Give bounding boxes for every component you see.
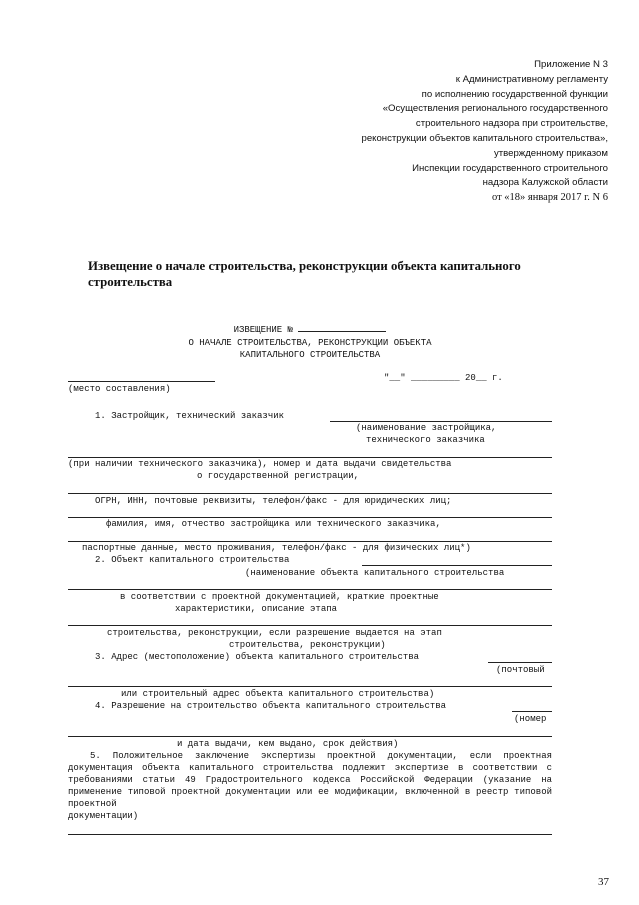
place-line: [68, 381, 215, 382]
item3-line: [68, 686, 552, 687]
item2-hint-d: строительства, реконструкции, если разрешение выдается на этап: [107, 628, 442, 638]
item1-hint-a: (наименование застройщика,: [356, 423, 497, 433]
item4-hint-a: (номер: [514, 714, 547, 724]
page-number: 37: [598, 876, 609, 888]
item5-paragraph: 5. Положительное заключение экспертизы проектной документации, если проектная документация объекта капитального строительства подлежит экспертизе в соответствии с требованиями статьи 49 Градостроительного кодекса Российской Федерации (указание на применение типовой проектной документации или ее модификации, включенной в реестр типовой проектной: [68, 751, 552, 809]
appendix-line: строительного надзора при строительстве,: [415, 118, 608, 130]
item2-hint-b: в соответствии с проектной документацией, краткие проектные: [120, 592, 439, 602]
item2-line: [68, 589, 552, 590]
item1-hint-e: ОГРН, ИНН, почтовые реквизиты, телефон/факс - для юридических лиц;: [95, 496, 452, 506]
item2-hint-e: строительства, реконструкции): [229, 640, 386, 650]
item1-hint-f: фамилия, имя, отчество застройщика или технического заказчика,: [106, 519, 441, 529]
appendix-line: утвержденному приказом: [493, 147, 608, 159]
item2-line: [362, 565, 552, 566]
item1-hint-c: (при наличии технического заказчика), номер и дата выдачи свидетельства: [68, 459, 452, 469]
item1-hint-b: технического заказчика: [366, 435, 485, 445]
item4-line: [68, 736, 552, 737]
item5-last-line: документации): [68, 811, 139, 821]
item4-line: [512, 711, 552, 712]
item1-label: 1. Застройщик, технический заказчик: [95, 411, 285, 421]
item3-line: [488, 662, 552, 663]
form-title-label: ИЗВЕЩЕНИЕ №: [233, 325, 293, 335]
item3-label: 3. Адрес (местоположение) объекта капитального строительства: [95, 652, 420, 662]
item1-hint-d: о государственной регистрации,: [197, 471, 360, 481]
item2-line: [68, 625, 552, 626]
appendix-line: реконструкции объектов капитального строительства»,: [361, 132, 608, 144]
appendix-line: к Административному регламенту: [455, 73, 608, 85]
notice-number-line: [298, 322, 386, 332]
appendix-line: по исполнению государственной функции: [421, 88, 608, 100]
item1-hint-g: паспортные данные, место проживания, телефон/факс - для физических лиц*): [82, 543, 471, 553]
item2-label: 2. Объект капитального строительства: [95, 555, 290, 565]
appendix-date: от «18» января 2017 г. N 6: [491, 192, 608, 204]
item2-hint-a: (наименование объекта капитального строительства: [245, 568, 505, 578]
place-hint: (место составления): [68, 384, 171, 394]
item1-line: [68, 493, 552, 494]
appendix-line: надзора Калужской области: [482, 177, 608, 189]
item4-hint-b: и дата выдачи, кем выдано, срок действия): [177, 739, 399, 749]
appendix-header: [278, 58, 608, 206]
appendix-line: Инспекции государственного строительного: [412, 162, 608, 174]
form-title-line3: КАПИТАЛЬНОГО СТРОИТЕЛЬСТВА: [239, 350, 381, 360]
item4-label: 4. Разрешение на строительство объекта капитального строительства: [95, 701, 447, 711]
appendix-line: «Осуществления регионального государственного: [382, 103, 608, 115]
date-template: "__" _________ 20__ г.: [384, 373, 503, 383]
item3-hint-a: (почтовый: [496, 665, 545, 675]
form-title: [150, 322, 470, 362]
document-heading: Извещение о начале строительства, реконструкции объекта капитального строительства: [88, 259, 521, 289]
form-title-line2: О НАЧАЛЕ СТРОИТЕЛЬСТВА, РЕКОНСТРУКЦИИ ОБЪЕКТА: [188, 337, 432, 348]
item2-hint-c: характеристики, описание этапа: [175, 604, 338, 614]
appendix-line: Приложение N 3: [534, 59, 608, 70]
item3-hint-b: или строительный адрес объекта капитального строительства): [121, 689, 435, 699]
item5-line: [68, 834, 552, 835]
